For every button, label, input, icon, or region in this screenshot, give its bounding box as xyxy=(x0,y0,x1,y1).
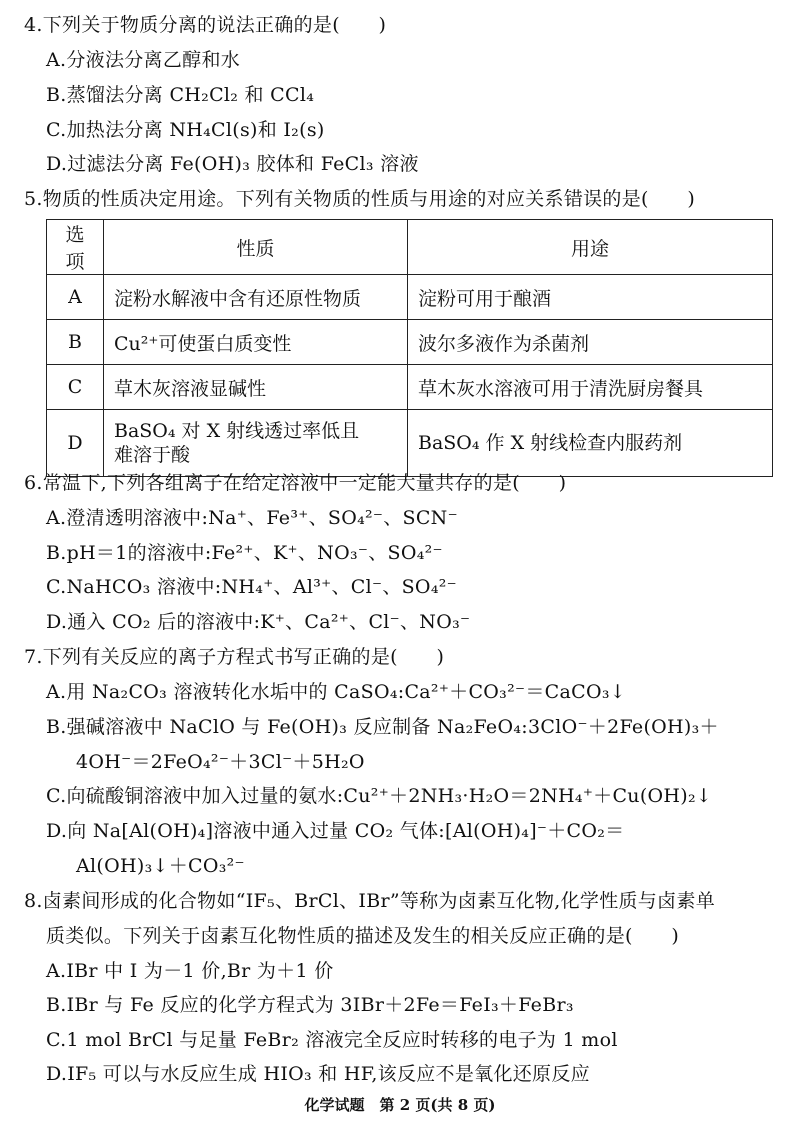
q7-option-b-line2: 4OH⁻＝2FeO₄²⁻＋3Cl⁻＋5H₂O xyxy=(76,751,365,773)
row-option: B xyxy=(47,320,104,365)
q8-option-c: C.1 mol BrCl 与足量 FeBr₂ 溶液完全反应时转移的电子为 1 mol xyxy=(46,1029,618,1051)
q8-option-a: A.IBr 中 I 为－1 价,Br 为＋1 价 xyxy=(46,960,334,982)
q8-stem-line1: 8.卤素间形成的化合物如“IF₅、BrCl、IBr”等称为卤素互化物,化学性质与卤素单 xyxy=(24,890,716,912)
q6-option-d: D.通入 CO₂ 后的溶液中:K⁺、Ca²⁺、Cl⁻、NO₃⁻ xyxy=(46,611,471,633)
q5-property-table xyxy=(46,219,773,477)
q7-stem: 7.下列有关反应的离子方程式书写正确的是( ) xyxy=(24,646,445,668)
q7-option-d-line2: Al(OH)₃↓＋CO₃²⁻ xyxy=(76,855,245,877)
row-property: 淀粉水解液中含有还原性物质 xyxy=(104,275,408,320)
table-row xyxy=(47,365,773,410)
q8-option-d: D.IF₅ 可以与水反应生成 HIO₃ 和 HF,该反应不是氧化还原反应 xyxy=(46,1063,590,1085)
q5-stem: 5.物质的性质决定用途。下列有关物质的性质与用途的对应关系错误的是( ) xyxy=(24,188,696,210)
table-row xyxy=(47,410,773,477)
q7-option-d-line1: D.向 Na[Al(OH)₄]溶液中通入过量 CO₂ 气体:[Al(OH)₄]⁻＋CO₂＝ xyxy=(46,820,625,842)
q4-option-a: A.分液法分离乙醇和水 xyxy=(46,49,241,71)
page-footer: 化学试题 第 2 页(共 8 页) xyxy=(304,1096,496,1114)
q4-option-c: C.加热法分离 NH₄Cl(s)和 I₂(s) xyxy=(46,119,325,141)
table-row xyxy=(47,275,773,320)
q6-option-b: B.pH＝1的溶液中:Fe²⁺、K⁺、NO₃⁻、SO₄²⁻ xyxy=(46,542,443,564)
table-row xyxy=(47,320,773,365)
row-property: Cu²⁺可使蛋白质变性 xyxy=(104,320,408,365)
table-header-row xyxy=(47,220,773,275)
q7-option-c: C.向硫酸铜溶液中加入过量的氨水:Cu²⁺＋2NH₃·H₂O＝2NH₄⁺＋Cu(OH)₂↓ xyxy=(46,785,713,807)
row-use: 淀粉可用于酿酒 xyxy=(408,275,773,320)
row-use: 草木灰水溶液可用于清洗厨房餐具 xyxy=(408,365,773,410)
row-property-line2: 难溶于酸 xyxy=(114,444,191,466)
q8-option-b: B.IBr 与 Fe 反应的化学方程式为 3IBr＋2Fe＝FeI₃＋FeBr₃ xyxy=(46,994,574,1016)
row-use: 波尔多液作为杀菌剂 xyxy=(408,320,773,365)
q4-option-d: D.过滤法分离 Fe(OH)₃ 胶体和 FeCl₃ 溶液 xyxy=(46,153,419,175)
q4-stem: 4.下列关于物质分离的说法正确的是( ) xyxy=(24,14,387,36)
q7-option-a: A.用 Na₂CO₃ 溶液转化水垢中的 CaSO₄:Ca²⁺＋CO₃²⁻＝CaCO₃↓ xyxy=(46,681,626,703)
q4-option-b: B.蒸馏法分离 CH₂Cl₂ 和 CCl₄ xyxy=(46,84,315,106)
header-property: 性质 xyxy=(104,220,408,275)
row-option: C xyxy=(47,365,104,410)
row-property: 草木灰溶液显碱性 xyxy=(104,365,408,410)
q6-option-a: A.澄清透明溶液中:Na⁺、Fe³⁺、SO₄²⁻、SCN⁻ xyxy=(46,507,458,529)
row-option: D xyxy=(47,410,104,477)
q7-option-b-line1: B.强碱溶液中 NaClO 与 Fe(OH)₃ 反应制备 Na₂FeO₄:3ClO⁻＋2Fe(OH)₃＋ xyxy=(46,716,719,738)
header-use: 用途 xyxy=(408,220,773,275)
row-use: BaSO₄ 作 X 射线检查内服药剂 xyxy=(408,410,773,477)
q6-option-c: C.NaHCO₃ 溶液中:NH₄⁺、Al³⁺、Cl⁻、SO₄²⁻ xyxy=(46,576,457,598)
row-property-line1: BaSO₄ 对 X 射线透过率低且 xyxy=(114,420,360,442)
header-option: 选项 xyxy=(47,220,104,275)
q6-stem: 6.常温下,下列各组离子在给定溶液中一定能大量共存的是( ) xyxy=(24,472,567,494)
q8-stem-line2: 质类似。下列关于卤素互化物性质的描述及发生的相关反应正确的是( ) xyxy=(46,925,680,947)
row-property xyxy=(104,410,408,477)
row-option: A xyxy=(47,275,104,320)
